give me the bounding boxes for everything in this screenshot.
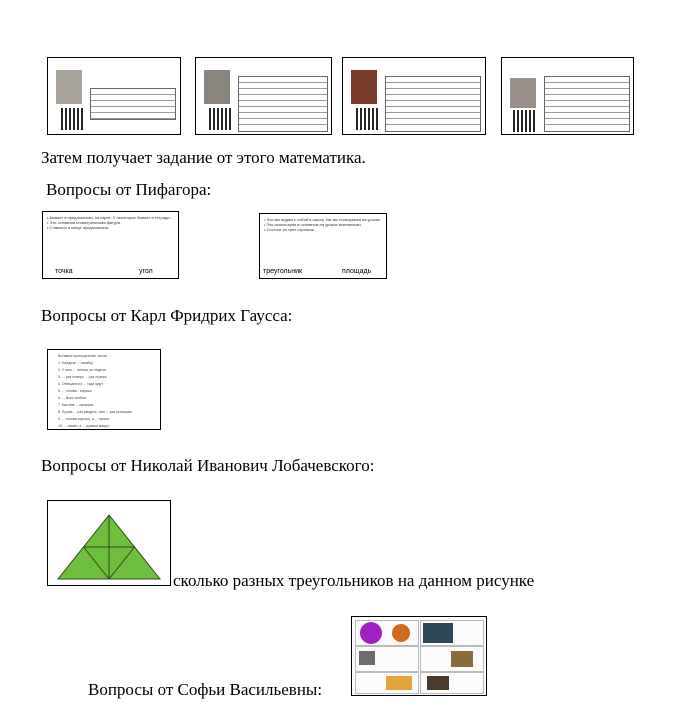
portrait-image [510,78,536,108]
triangle-drawing [48,501,170,585]
list-item: 9. ... голова хорошо, а ... лучше. [58,417,111,421]
intro-text: Затем получает задание от этого математика. [41,148,366,167]
task-table [90,88,176,120]
list-item: 8. Лучше ... раз увидеть, чем ... раз услышать [58,410,133,414]
list-item: 3. ... раз отмерь ... раз отрежь. [58,375,108,379]
rebus-card [351,616,487,696]
photo-icon [423,623,453,643]
rebus-cell [355,672,419,694]
task-card-lobachevsky [342,57,486,135]
gauss-task-list [58,353,132,430]
task-table [385,76,481,132]
gauss-task-card [47,349,161,430]
heading-lobachevsky: Вопросы от Николай Иванович Лобачевского: [41,456,375,475]
task-card-pythagoras [47,57,181,135]
qr-code-icon [209,108,231,130]
triangle-question: сколько разных треугольников на данном рисунке [173,571,535,590]
list-item: Вставьте пропущенные числа: [58,354,108,358]
triangle-figure [47,500,171,586]
rebus-cell [355,620,419,646]
portrait-image [351,70,377,104]
portrait-image [204,70,230,104]
card-word-left: треугольник [263,268,303,275]
qr-code-icon [513,110,535,132]
list-item: 2. У него ... пятниц на неделе. [58,368,107,372]
rebus-cell [420,672,484,694]
task-card-gauss [195,57,332,135]
qr-code-icon [61,108,83,130]
heading-kovalevskaya: Вопросы от Софьи Васильевны: [88,680,323,699]
qr-code-icon [356,108,378,130]
pythagoras-card-2: • Это мы видим с собой в школу. Им мы пользуемся на уроках. • Это используем в основном на уроках математики. • Состоит из трех отрезков. треугольник площадь [259,213,387,279]
portrait-image [56,70,82,104]
heading-pythagoras: Вопросы от Пифагора: [46,180,212,199]
rebus-cell [420,646,484,672]
task-table [238,76,328,132]
rebus-picture-icon [427,676,449,690]
tool-icon [359,651,375,665]
list-item: 4. Обещанного ... года ждут. [58,382,104,386]
card-word-right: площадь [342,268,372,275]
list-item: 5. ... голова - хорошо [58,389,93,393]
orange-icon [392,624,410,642]
card-word-right: угол [139,268,153,275]
rebus-picture-icon [386,676,412,690]
rebus-cell [355,646,419,672]
pythagoras-card-1: • Бывает в предложении, на карте. У некоторых бывает в тетради... • Это основная геометрическая фигура. • Ставится в конце предложения. точка угол [42,211,179,279]
list-item: 7. Как мне ... пальцев. [58,403,94,407]
task-table [544,76,630,132]
list-item: 1. Найдите ... ошибку. [58,361,94,365]
list-item: 6. ... Всех хлебов [58,396,86,400]
rebus-cell [420,620,484,646]
list-item: 10. ... пашет, а ... руками машут. [58,424,110,428]
rebus-letter-icon [360,622,382,644]
animal-icon [451,651,473,667]
heading-gauss: Вопросы от Карл Фридрих Гаусса: [41,306,293,325]
card-word-left: точка [55,268,73,275]
task-card-kovalevskaya [501,57,634,135]
